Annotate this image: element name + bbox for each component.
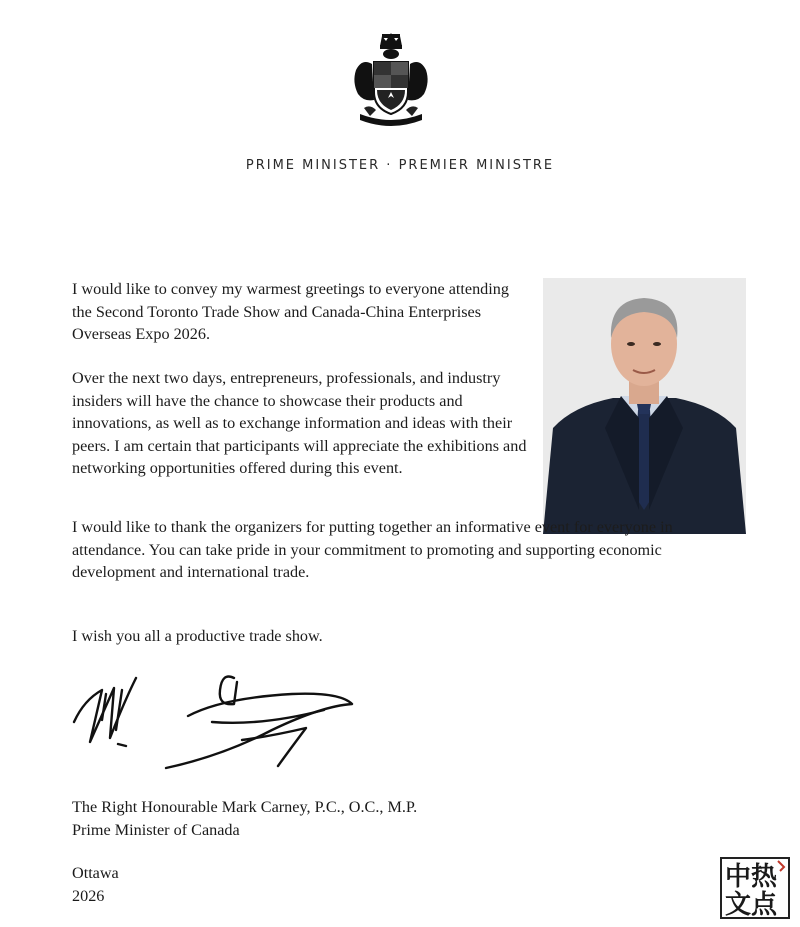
watermark-text-top: 中热 bbox=[725, 862, 778, 892]
place-city: Ottawa bbox=[72, 864, 119, 882]
closing-line: I wish you all a productive trade show. bbox=[72, 627, 323, 645]
signatory-title: Prime Minister of Canada bbox=[72, 820, 240, 839]
signature bbox=[62, 660, 372, 775]
body-paragraph-2: Over the next two days, entrepreneurs, professionals, and industry insiders will have the chance to showcase their products and innovations, as well as to exchange information and ideas with their peers. I am certain that participants will appreciate the exhibitions and networking opportunities offered during this event. bbox=[72, 369, 527, 478]
coat-of-arms-icon bbox=[350, 30, 432, 132]
place-year: 2026 bbox=[72, 886, 105, 905]
body-paragraph-1: I would like to convey my warmest greetings to everyone attending the Second Toronto Trade Show and Canada-China Enterprises Overseas Expo 2026. bbox=[72, 280, 509, 344]
watermark-stamp bbox=[720, 857, 790, 919]
portrait-photo bbox=[543, 278, 746, 534]
signatory-name: The Right Honourable Mark Carney, P.C., O.C., M.P. bbox=[72, 798, 418, 816]
watermark-text-bottom: 文点 bbox=[725, 890, 778, 919]
office-header: PRIME MINISTER · PREMIER MINISTRE bbox=[245, 158, 555, 173]
body-paragraph-3: I would like to thank the organizers for putting together an informative event for everyone in attendance. You can take pride in your commitment to promoting and supporting economic development and international trade. bbox=[72, 518, 673, 582]
